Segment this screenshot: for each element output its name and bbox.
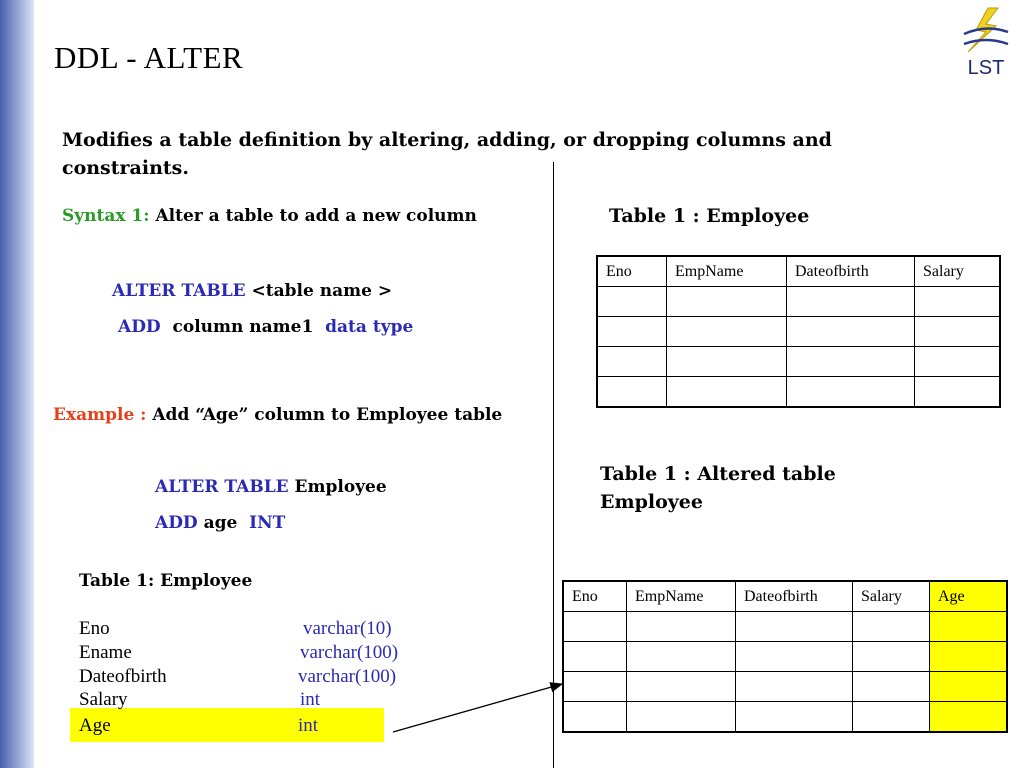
table-header-cell: EmpName (627, 581, 736, 612)
table-header-cell: Dateofbirth (787, 256, 915, 287)
table-header-cell: Dateofbirth (736, 581, 853, 612)
definition-name-dateofbirth: Dateofbirth (79, 666, 167, 687)
table-header-cell: EmpName (667, 256, 787, 287)
syntax-data-type: data type (325, 317, 414, 337)
table2-title-line-2: Employee (600, 491, 703, 513)
definition-heading: Table 1: Employee (79, 571, 253, 591)
example-keyword-add: ADD (155, 513, 198, 533)
syntax-description: Alter a table to add a new column (149, 206, 477, 226)
intro-text: Modifies a table definition by altering, adding, or dropping columns and constraints. (62, 129, 832, 179)
definition-type-salary: int (300, 689, 321, 710)
table2-title-line-1: Table 1 : Altered table (600, 463, 836, 485)
example-label: Example : (53, 405, 147, 425)
example-column-name: age (197, 513, 250, 533)
definition-type-ename: varchar(100) (300, 642, 399, 663)
syntax-column-name: column name1 (160, 317, 326, 337)
logo-text: LST (967, 57, 1005, 79)
table-header-cell: Salary (915, 256, 1001, 287)
table1-title: Table 1 : Employee (609, 205, 810, 227)
definition-name-salary: Salary (79, 689, 128, 710)
definition-type-dateofbirth: varchar(100) (298, 666, 397, 687)
table-header-cell: Eno (597, 256, 667, 287)
definition-type-age: int (298, 715, 319, 736)
syntax-keyword-add: ADD (118, 317, 161, 337)
syntax-keyword-alter-table: ALTER TABLE (112, 281, 246, 301)
example-data-type: INT (249, 513, 286, 533)
table-header-cell-age: Age (930, 581, 1008, 612)
example-keyword-alter-table: ALTER TABLE (155, 477, 289, 497)
example-description: Add “Age” column to Employee table (146, 405, 503, 425)
arrow-line (393, 684, 562, 732)
example-table-name: Employee (288, 477, 387, 497)
syntax-label: Syntax 1: (62, 206, 150, 226)
definition-name-eno: Eno (79, 618, 110, 639)
definition-name-ename: Ename (79, 642, 132, 663)
syntax-table-name: <table name > (245, 281, 393, 301)
definition-type-eno: varchar(10) (303, 618, 392, 639)
definition-name-age: Age (79, 715, 111, 736)
table-header-cell: Eno (563, 581, 627, 612)
slide-title: DDL - ALTER (54, 40, 244, 75)
table-header-cell: Salary (853, 581, 930, 612)
